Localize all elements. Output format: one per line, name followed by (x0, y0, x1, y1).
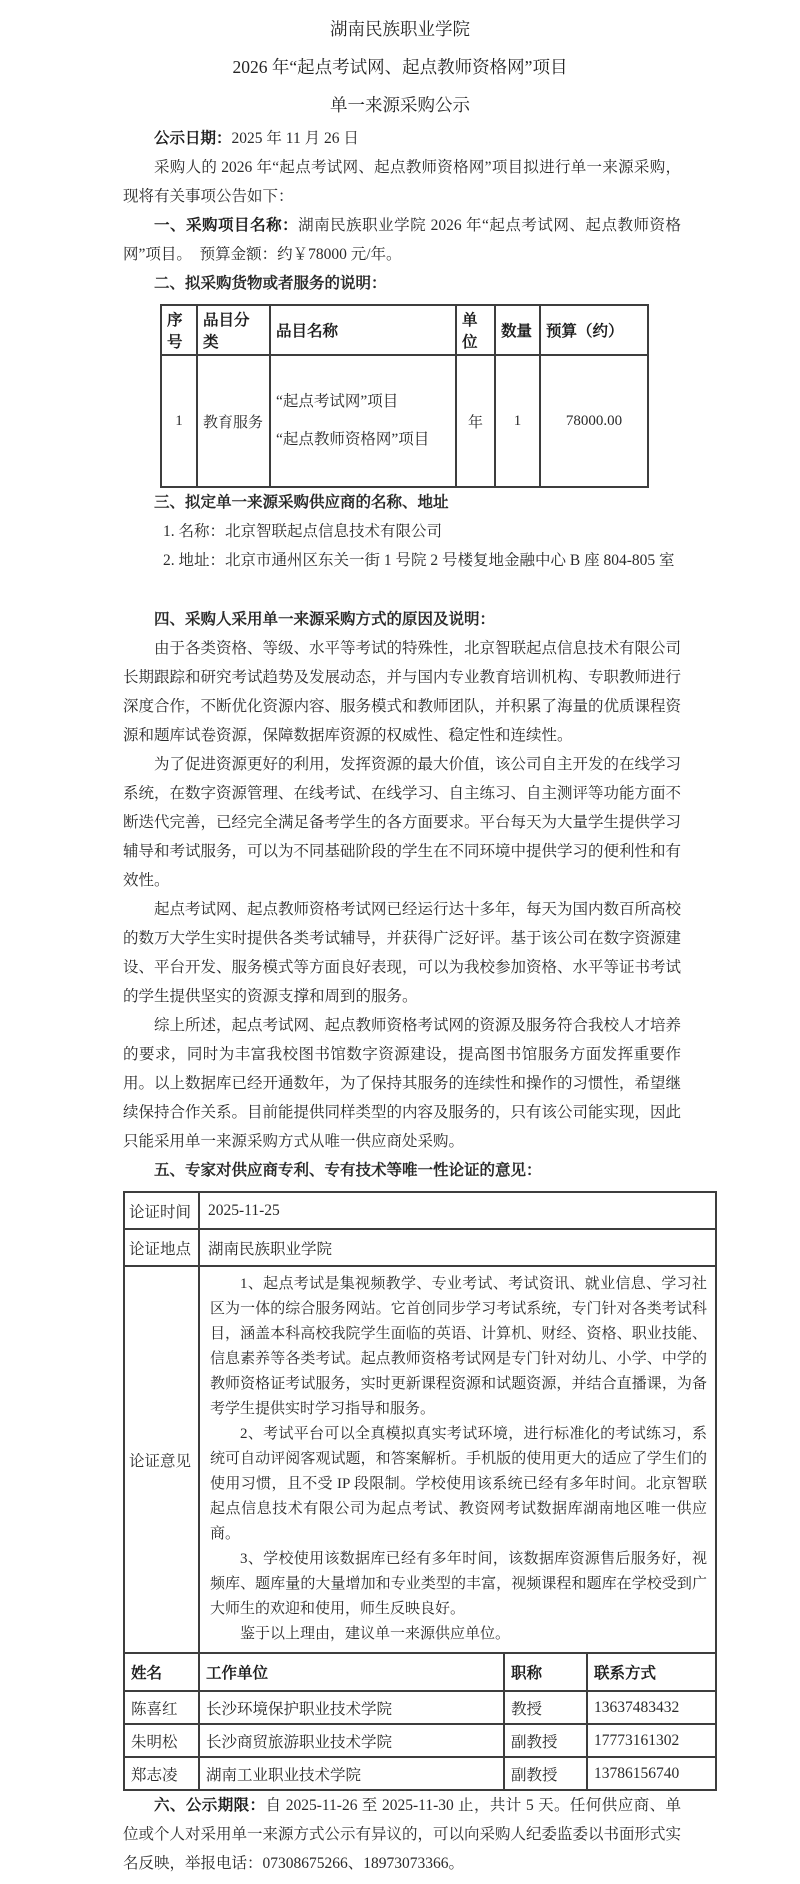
reason-paragraph-1: 由于各类资格、等级、水平等考试的特殊性，北京智联起点信息技术有限公司长期跟踪和研究考试趋势及发展动态，并与国内专业教育培训机构、专职教师进行深度合作，不断优化资源内容、服务模式和教师团队，并积累了海量的优质课程资源和题库试卷资源，保障数据库资源的权威性、稳定性和连续性。 (123, 640, 682, 744)
expert-phone: 17773161302 (587, 1724, 716, 1757)
item-cell-no: 1 (161, 355, 197, 487)
supplier-address-line: 2. 地址：北京市通州区东关一街 1 号院 2 号楼复地金融中心 B 座 804-805 室 (163, 552, 675, 569)
item-header-budget: 预算（约） (540, 305, 648, 355)
section-3-heading: 三、拟定单一来源采购供应商的名称、地址 (154, 494, 449, 511)
review-place-row (124, 1229, 716, 1266)
review-place-value: 湖南民族职业学院 (199, 1229, 716, 1266)
section-5-heading: 五、专家对供应商专利、专有技术等唯一性论证的意见： (154, 1162, 542, 1179)
title-line-1: 湖南民族职业学院 (330, 19, 470, 39)
item-name-line-2: “起点教师资格网”项目 (276, 431, 430, 448)
review-time-label: 论证时间 (124, 1192, 199, 1229)
publish-date-line (123, 124, 681, 153)
opinion-paragraph-4: 鉴于以上理由，建议单一来源供应单位。 (240, 1626, 511, 1642)
expert-phone: 13637483432 (587, 1691, 716, 1724)
review-opinion-row (124, 1266, 716, 1653)
item-cell-category: 教育服务 (197, 355, 270, 487)
item-header-name: 品目名称 (270, 305, 456, 355)
expert-title: 副教授 (504, 1724, 587, 1757)
section-1-label: 一、采购项目名称： (154, 217, 299, 234)
item-cell-qty: 1 (495, 355, 540, 487)
expert-org: 湖南工业职业技术学院 (199, 1757, 504, 1790)
review-place-label: 论证地点 (124, 1229, 199, 1266)
supplier-name-line: 1. 名称：北京智联起点信息技术有限公司 (163, 523, 443, 540)
item-header-category: 品目分类 (197, 305, 270, 355)
expert-header-title: 职称 (504, 1653, 587, 1691)
section-4-heading: 四、采购人采用单一来源采购方式的原因及说明： (154, 611, 496, 628)
expert-name: 朱明松 (124, 1724, 199, 1757)
item-table (160, 304, 649, 488)
expert-name: 郑志凌 (124, 1757, 199, 1790)
expert-title: 副教授 (504, 1757, 587, 1790)
opinion-paragraph-2: 2、考试平台可以全真模拟真实考试环境，进行标准化的考试练习，系统可自动评阅客观试题，和答案解析。手机版的使用更大的适应了学生们的使用习惯，且不受 IP 段限制。学校使用该系统已经有多年时间。北京智联起点信息技术有限公司为起点考试、教资网考试数据库湖南地区唯一供应商。 (210, 1426, 707, 1542)
publish-date-label: 公示日期： (154, 130, 232, 147)
expert-row (124, 1724, 716, 1757)
expert-header-phone: 联系方式 (587, 1653, 716, 1691)
section-6-label: 六、公示期限： (154, 1797, 266, 1814)
title-line-3: 单一来源采购公示 (330, 95, 470, 115)
reason-paragraph-3: 起点考试网、起点教师资格考试网已经运行达十多年，每天为国内数百所高校的数万大学生实时提供各类考试辅导，并获得广泛好评。基于该公司在数字资源建设、平台开发、服务模式等方面良好表现，可以为我校参加资格、水平等证书考试的学生提供坚实的资源支撑和周到的服务。 (123, 901, 682, 1005)
reason-paragraph-2: 为了促进资源更好的利用，发挥资源的最大价值，该公司自主开发的在线学习系统，在数字资源管理、在线考试、在线学习、自主练习、自主测评等功能方面不断迭代完善，已经完全满足备考学生的各方面要求。平台每天为大量学生提供学习辅导和考试服务，可以为不同基础阶段的学生在不同环境中提供学习的便利性和有效性。 (123, 756, 682, 889)
review-table (123, 1191, 717, 1654)
review-opinion-label: 论证意见 (124, 1266, 199, 1653)
item-header-unit: 单位 (456, 305, 495, 355)
section-2-heading: 二、拟采购货物或者服务的说明： (154, 275, 387, 292)
expert-org: 长沙环境保护职业技术学院 (199, 1691, 504, 1724)
review-time-row (124, 1192, 716, 1229)
expert-row (124, 1691, 716, 1724)
expert-table (123, 1652, 717, 1791)
expert-org: 长沙商贸旅游职业技术学院 (199, 1724, 504, 1757)
item-cell-budget: 78000.00 (540, 355, 648, 487)
item-name-line-1: “起点考试网”项目 (276, 393, 399, 410)
reason-paragraph-4: 综上所述，起点考试网、起点教师资格考试网的资源及服务符合我校人才培养的要求，同时为丰富我校图书馆数字资源建设，提高图书馆服务方面发挥重要作用。以上数据库已经开通数年，为了保持其服务的连续性和操作的习惯性，希望继续保持合作关系。目前能提供同样类型的内容及服务的，只有该公司能实现，因此只能采用单一来源采购方式从唯一供应商处采购。 (123, 1017, 682, 1150)
expert-header-name: 姓名 (124, 1653, 199, 1691)
section-6-text: 自 2025-11-26 至 2025-11-30 止，共计 5 天。任何供应商、单位或个人对采用单一来源方式公示有异议的，可以向采购人纪委监委以书面形式实名反映，举报电话：07308675266、18973073366。 (123, 1797, 682, 1872)
item-header-no: 序号 (161, 305, 197, 355)
expert-phone: 13786156740 (587, 1757, 716, 1790)
publish-date-value: 2025 年 11 月 26 日 (231, 130, 359, 147)
intro-paragraph: 采购人的 2026 年“起点考试网、起点教师资格网”项目拟进行单一来源采购，现将有关事项公告如下： (123, 159, 681, 205)
section-6-paragraph (123, 1791, 681, 1878)
expert-name: 陈喜红 (124, 1691, 199, 1724)
section-1-paragraph (123, 211, 681, 269)
item-table-row (161, 355, 648, 487)
review-time-value: 2025-11-25 (199, 1192, 716, 1229)
item-cell-unit: 年 (456, 355, 495, 487)
review-opinion-cell (199, 1266, 716, 1653)
expert-header-org: 工作单位 (199, 1653, 504, 1691)
expert-header-row (124, 1653, 716, 1691)
opinion-paragraph-3: 3、学校使用该数据库已经有多年时间，该数据库资源售后服务好，视频库、题库量的大量增加和专业类型的丰富，视频课程和题库在学校受到广大师生的欢迎和使用，师生反映良好。 (210, 1551, 707, 1617)
expert-row (124, 1757, 716, 1790)
item-header-qty: 数量 (495, 305, 540, 355)
item-table-header-row (161, 305, 648, 355)
section-1-text: 湖南民族职业学院 2026 年“起点考试网、起点教师资格网”项目。 预算金额：约￥78000 元/年。 (123, 217, 681, 263)
opinion-paragraph-1: 1、起点考试是集视频教学、专业考试、考试资讯、就业信息、学习社区为一体的综合服务网站。它首创同步学习考试系统，专门针对各类考试科目，涵盖本科高校我院学生面临的英语、计算机、财经、资格、职业技能、信息素养等各类考试。起点教师资格考试网是专门针对幼儿、小学、中学的教师资格证考试服务，实时更新课程资源和试题资源，并结合直播课，为备考学生提供实时学习指导和服务。 (210, 1276, 707, 1417)
title-line-2: 2026 年“起点考试网、起点教师资格网”项目 (232, 57, 568, 77)
item-cell-name (270, 355, 456, 487)
expert-title: 教授 (504, 1691, 587, 1724)
